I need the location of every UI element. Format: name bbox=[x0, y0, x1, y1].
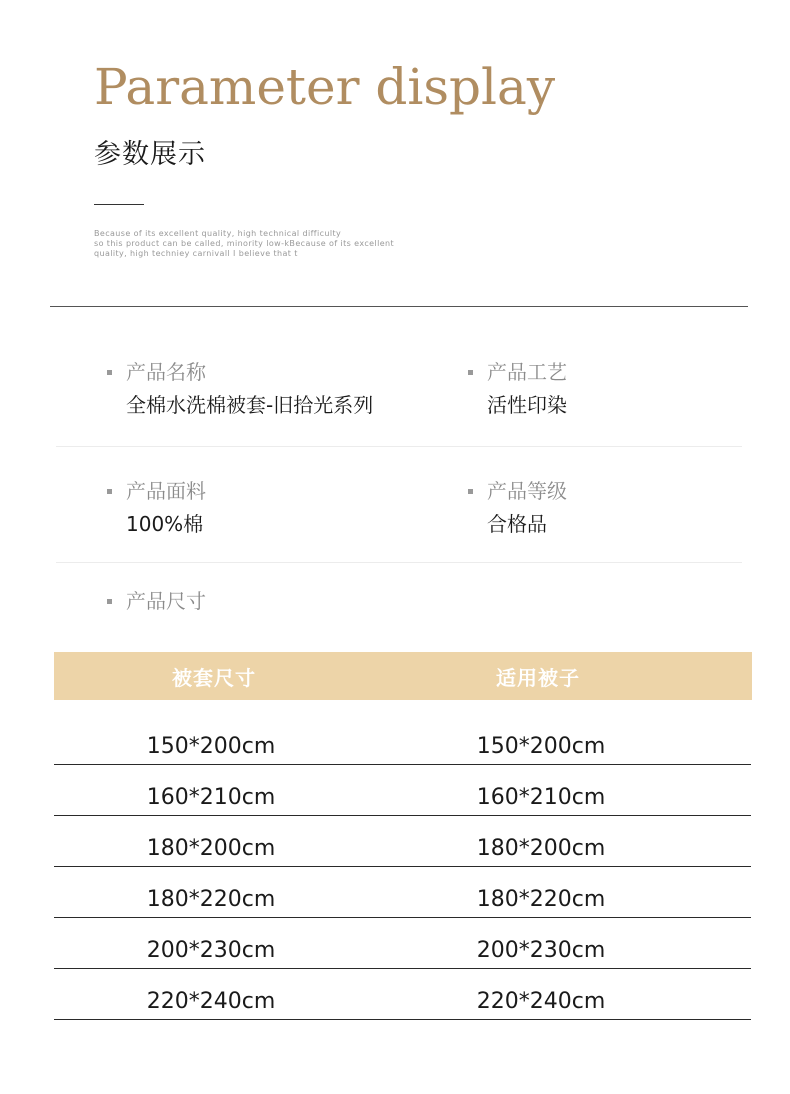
cover-size-cell: 160*210cm bbox=[146, 785, 276, 810]
param-label: 产品名称 bbox=[126, 360, 206, 384]
intro-text: Because of its excellent quality, high technical difficulty so this product can be called, minority low-kBecause of its excellent quality, high techniey carnivall I believe that t bbox=[94, 229, 395, 258]
table-row bbox=[54, 816, 751, 867]
section-divider bbox=[50, 306, 748, 307]
size-table-header bbox=[54, 652, 752, 700]
quilt-size-cell: 180*220cm bbox=[476, 887, 606, 912]
header-quilt-size: 适用被子 bbox=[496, 665, 580, 690]
bullet-icon bbox=[107, 489, 112, 494]
param-row-divider bbox=[56, 562, 742, 563]
quilt-size-cell: 150*200cm bbox=[476, 734, 606, 759]
page-title-cn: 参数展示 bbox=[94, 139, 206, 170]
param-product-name bbox=[107, 358, 373, 420]
header-cover-size: 被套尺寸 bbox=[172, 665, 256, 690]
table-row bbox=[54, 765, 751, 816]
cover-size-cell: 150*200cm bbox=[146, 734, 276, 759]
quilt-size-cell: 160*210cm bbox=[476, 785, 606, 810]
cover-size-cell: 220*240cm bbox=[146, 989, 276, 1014]
param-value: 100%棉 bbox=[126, 512, 204, 536]
param-value: 活性印染 bbox=[487, 393, 567, 417]
quilt-size-cell: 180*200cm bbox=[476, 836, 606, 861]
quilt-size-cell: 200*230cm bbox=[476, 938, 606, 963]
param-label: 产品等级 bbox=[487, 479, 567, 503]
bullet-icon bbox=[468, 370, 473, 375]
cover-size-cell: 180*200cm bbox=[146, 836, 276, 861]
cover-size-cell: 180*220cm bbox=[146, 887, 276, 912]
bullet-icon bbox=[107, 370, 112, 375]
param-fabric bbox=[107, 477, 206, 539]
param-process bbox=[468, 358, 567, 420]
cover-size-cell: 200*230cm bbox=[146, 938, 276, 963]
param-size bbox=[107, 587, 206, 615]
param-value: 全棉水洗棉被套-旧拾光系列 bbox=[126, 393, 374, 417]
title-underline bbox=[94, 204, 144, 205]
param-label: 产品面料 bbox=[126, 479, 206, 503]
bullet-icon bbox=[107, 599, 112, 604]
table-row bbox=[54, 969, 751, 1020]
param-row-divider bbox=[56, 446, 742, 447]
quilt-size-cell: 220*240cm bbox=[476, 989, 606, 1014]
page-title-en: Parameter display bbox=[94, 58, 556, 116]
bullet-icon bbox=[468, 489, 473, 494]
param-grade bbox=[468, 477, 567, 539]
table-row bbox=[54, 918, 751, 969]
param-value: 合格品 bbox=[487, 512, 547, 536]
table-row bbox=[54, 700, 751, 765]
param-label: 产品工艺 bbox=[487, 360, 567, 384]
param-label: 产品尺寸 bbox=[126, 589, 206, 613]
table-row bbox=[54, 867, 751, 918]
size-table bbox=[54, 700, 751, 1020]
